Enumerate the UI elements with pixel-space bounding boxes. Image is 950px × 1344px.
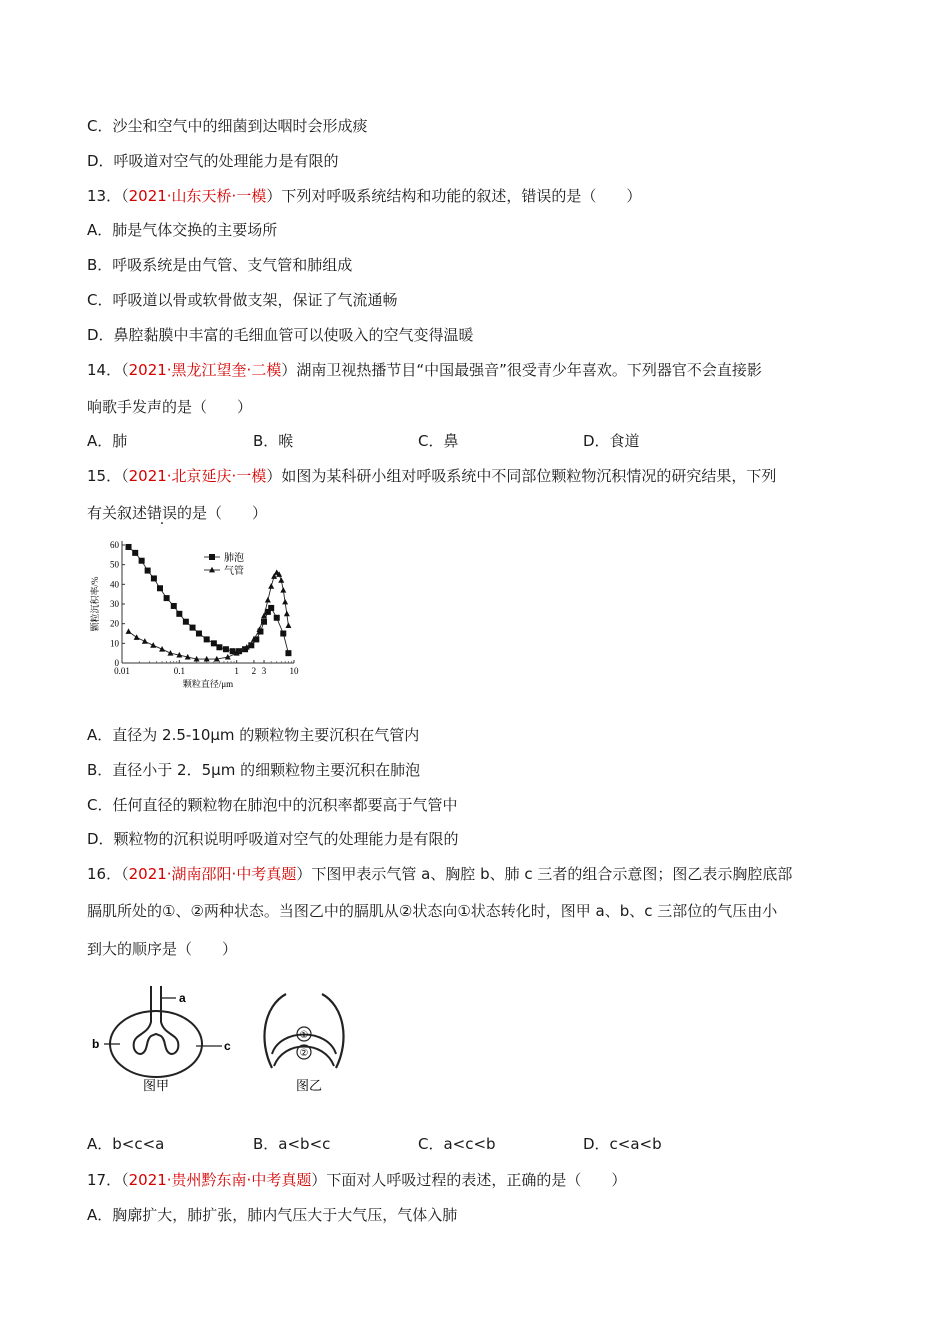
emphasis-word: 错误 xyxy=(147,504,178,522)
data-point-triangle xyxy=(150,642,156,648)
q14-option-c: C．鼻 xyxy=(418,432,459,450)
y-tick-label: 40 xyxy=(110,579,119,590)
q13-option-b: B．呼吸系统是由气管、支气管和肺组成 xyxy=(87,256,353,274)
data-point-square xyxy=(157,585,163,591)
state-2-label: ② xyxy=(299,1048,309,1059)
y-tick-label: 20 xyxy=(110,618,119,629)
source-close: ） xyxy=(266,467,282,485)
rib-wall-left xyxy=(264,994,286,1068)
question-text: 如图为某科研小组对呼吸系统中不同部位颗粒物沉积情况的研究结果，下列 xyxy=(281,467,777,485)
figure-jia xyxy=(92,986,231,1094)
q17-option-a: A．胸廓扩大，肺扩张，肺内气压大于大气压，气体入肺 xyxy=(87,1206,458,1224)
x-tick-label: 3 xyxy=(261,666,267,676)
label-c: c xyxy=(224,1039,231,1053)
caption-jia: 图甲 xyxy=(143,1079,170,1094)
q13-option-c: C．呼吸道以骨或软骨做支架，保证了气流通畅 xyxy=(87,291,398,309)
source-tag: 2021·北京延庆·一模 xyxy=(128,467,267,485)
question-text: 的是（ ） xyxy=(177,504,268,522)
data-point-square xyxy=(274,615,280,621)
question-number: 15． xyxy=(87,467,122,485)
data-point-square xyxy=(280,631,286,637)
y-axis-label: 颗粒沉积率/% xyxy=(90,576,100,632)
q15-option-b: B．直径小于 2．5μm 的细颗粒物主要沉积在肺泡 xyxy=(87,761,421,779)
data-point-square xyxy=(190,625,196,631)
question-number: 14． xyxy=(87,361,122,379)
data-point-triangle xyxy=(268,583,274,589)
data-point-triangle xyxy=(284,611,290,617)
data-point-square xyxy=(196,631,202,637)
legend-marker xyxy=(209,554,215,560)
q14-option-b: B．喉 xyxy=(253,432,294,450)
source-tag: 2021·黑龙江望奎·二模 xyxy=(128,361,282,379)
data-point-square xyxy=(176,611,182,617)
legend-label: 气管 xyxy=(224,566,244,577)
q14-option-a: A．肺 xyxy=(87,432,128,450)
q15-option-d: D．颗粒物的沉积说明呼吸道对空气的处理能力是有限的 xyxy=(87,830,459,848)
data-point-square xyxy=(230,648,236,654)
source-close: ） xyxy=(296,865,312,883)
data-point-triangle xyxy=(142,638,148,644)
data-point-triangle xyxy=(126,628,132,634)
q15-option-a: A．直径为 2.5-10μm 的颗粒物主要沉积在气管内 xyxy=(87,726,420,744)
deposition-chart xyxy=(88,535,303,700)
data-point-triangle xyxy=(278,577,284,583)
data-point-triangle xyxy=(159,646,165,652)
chart-series xyxy=(126,544,292,662)
data-point-square xyxy=(204,636,210,642)
question-text: 有关叙述 xyxy=(87,504,148,522)
source-open: （ xyxy=(121,467,129,485)
data-point-triangle xyxy=(280,587,286,593)
question-text: 湖南卫视热播节目“中国最强音”很受青少年喜欢。下列器官不会直接影 xyxy=(296,361,762,379)
data-point-square xyxy=(139,558,145,564)
q13-option-a: A．肺是气体交换的主要场所 xyxy=(87,221,278,239)
x-tick-label: 0.01 xyxy=(114,666,130,676)
q16-option-b: B．a<b<c xyxy=(253,1135,331,1153)
source-open: （ xyxy=(121,361,129,379)
q12-option-d: D．呼吸道对空气的处理能力是有限的 xyxy=(87,152,339,170)
q16-option-a: A．b<c<a xyxy=(87,1135,165,1153)
source-close: ） xyxy=(311,1171,327,1189)
question-number: 17． xyxy=(87,1171,122,1189)
q15-option-c: C．任何直径的颗粒物在肺泡中的沉积率都要高于气管中 xyxy=(87,796,458,814)
q14-option-d: D．食道 xyxy=(583,432,640,450)
source-open: （ xyxy=(121,865,129,883)
question-number: 13． xyxy=(87,187,122,205)
source-close: ） xyxy=(281,361,297,379)
question-text: 下面对人呼吸过程的表述，正确的是（ ） xyxy=(326,1171,627,1189)
q15-stem-line1 xyxy=(87,466,776,486)
data-point-square xyxy=(183,619,189,625)
label-b: b xyxy=(92,1037,100,1051)
data-point-triangle xyxy=(265,597,271,603)
source-open: （ xyxy=(121,1171,129,1189)
data-point-square xyxy=(223,646,229,652)
trachea-lungs xyxy=(134,986,179,1054)
y-tick-label: 60 xyxy=(110,540,119,550)
rib-wall-right xyxy=(322,994,344,1068)
x-tick-label: 2 xyxy=(251,666,257,676)
source-open: （ xyxy=(121,187,129,205)
data-point-triangle xyxy=(167,650,173,656)
q12-option-c: C．沙尘和空气中的细菌到达咽时会形成痰 xyxy=(87,117,368,135)
q14-stem-line2: 响歌手发声的是（ ） xyxy=(87,398,253,416)
question-text: 下图甲表示气管 a、胸腔 b、肺 c 三者的组合示意图；图乙表示胸腔底部 xyxy=(311,865,793,883)
q15-stem-line2 xyxy=(87,503,267,523)
data-point-square xyxy=(164,595,170,601)
q17-stem xyxy=(87,1170,626,1190)
q16-option-d: D．c<a<b xyxy=(583,1135,662,1153)
data-point-triangle xyxy=(285,622,291,628)
question-number: 16． xyxy=(87,865,122,883)
x-tick-label: 0.1 xyxy=(173,666,185,676)
data-point-square xyxy=(285,650,291,656)
caption-yi: 图乙 xyxy=(296,1079,323,1094)
state-1-label: ① xyxy=(299,1030,309,1041)
q16-option-c: C．a<c<b xyxy=(418,1135,496,1153)
q13-stem xyxy=(87,186,641,206)
data-point-square xyxy=(268,605,274,611)
q16-stem-line2: 膈肌所处的①、②两种状态。当图乙中的膈肌从②状态向①状态转化时，图甲 a、b、c 三部位的气压由小 xyxy=(87,902,778,920)
y-tick-label: 50 xyxy=(110,559,119,570)
source-tag: 2021·贵州黔东南·中考真题 xyxy=(128,1171,312,1189)
source-tag: 2021·山东天桥·一模 xyxy=(128,187,267,205)
x-axis-label: 颗粒直径/μm xyxy=(182,679,234,689)
data-point-triangle xyxy=(134,634,140,640)
y-tick-label: 10 xyxy=(110,638,119,649)
q14-stem-line1 xyxy=(87,360,762,380)
data-point-square xyxy=(132,550,138,556)
y-tick-label: 0 xyxy=(114,658,119,668)
data-point-square xyxy=(145,568,151,574)
data-point-triangle xyxy=(282,599,288,605)
x-tick-label: 1 xyxy=(234,666,239,676)
source-close: ） xyxy=(266,187,282,205)
q13-option-d: D．鼻腔黏膜中丰富的毛细血管可以使吸入的空气变得温暖 xyxy=(87,326,474,344)
respiration-figure xyxy=(88,982,368,1097)
x-tick-label: 10 xyxy=(289,666,299,676)
data-point-square xyxy=(171,603,177,609)
question-text: 下列对呼吸系统结构和功能的叙述，错误的是（ ） xyxy=(281,187,642,205)
y-tick-label: 30 xyxy=(110,599,119,609)
q16-stem-line3: 到大的顺序是（ ） xyxy=(87,940,238,958)
q16-stem-line1 xyxy=(87,864,792,884)
data-point-square xyxy=(151,575,157,581)
data-point-square xyxy=(211,640,217,646)
source-tag: 2021·湖南邵阳·中考真题 xyxy=(128,865,297,883)
data-point-triangle xyxy=(225,654,231,660)
figure-yi xyxy=(264,994,343,1094)
data-point-square xyxy=(126,544,132,550)
chart-legend xyxy=(204,551,244,577)
legend-label: 肺泡 xyxy=(224,553,244,564)
label-a: a xyxy=(179,991,186,1005)
chest-cavity-outline xyxy=(110,1011,202,1077)
data-point-square xyxy=(216,644,222,650)
